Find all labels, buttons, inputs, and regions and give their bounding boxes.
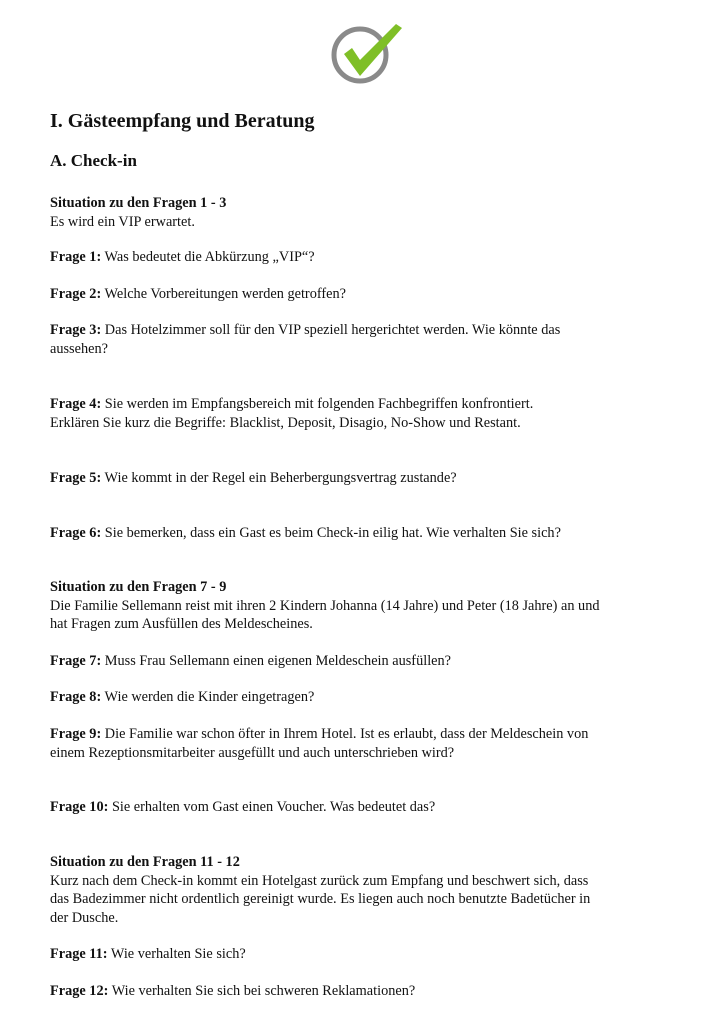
checkmark-logo-icon — [330, 18, 406, 84]
situation-text: Kurz nach dem Check-in kommt ein Hotelgast zurück zum Empfang und beschwert sich, dass — [50, 872, 589, 889]
question-text: Welche Vorbereitungen werden getroffen? — [104, 286, 346, 302]
question-item — [50, 285, 680, 304]
question-item — [50, 321, 680, 358]
question-item — [50, 524, 680, 543]
question-item — [50, 945, 680, 964]
situation-title: Situation zu den Fragen 1 - 3 — [50, 195, 227, 211]
situation-block — [50, 578, 680, 634]
question-text: Muss Frau Sellemann einen eigenen Meldeschein ausfüllen? — [104, 653, 452, 669]
question-label: Frage 7: — [50, 653, 102, 669]
situation-text: Es wird ein VIP erwartet. — [50, 213, 195, 230]
question-text: Wie verhalten Sie sich? — [110, 946, 246, 962]
section-title: A. Check-in — [50, 151, 137, 170]
question-label: Frage 5: — [50, 470, 102, 486]
situation-title: Situation zu den Fragen 7 - 9 — [50, 579, 227, 595]
situation-text: der Dusche. — [50, 909, 119, 926]
situation-text: Die Familie Sellemann reist mit ihren 2 Kindern Johanna (14 Jahre) und Peter (18 Jahre) an und — [50, 597, 600, 614]
situation-block — [50, 853, 680, 927]
question-label: Frage 12: — [50, 983, 109, 999]
situation-text: das Badezimmer nicht ordentlich gereinigt wurde. Es liegen auch noch benutzte Badetücher in — [50, 891, 591, 907]
question-item — [50, 248, 680, 267]
question-text: Sie bemerken, dass ein Gast es beim Check-in eilig hat. Wie verhalten Sie sich? — [104, 525, 561, 541]
question-text: Sie erhalten vom Gast einen Voucher. Was bedeutet das? — [111, 799, 436, 815]
question-label: Frage 9: — [50, 726, 102, 742]
question-label: Frage 1: — [50, 249, 102, 265]
question-label: Frage 10: — [50, 799, 109, 815]
question-text: Sie werden im Empfangsbereich mit folgenden Fachbegriffen konfrontiert. — [104, 396, 534, 412]
question-label: Frage 8: — [50, 689, 102, 705]
question-label: Frage 2: — [50, 286, 102, 302]
page-title: I. Gästeempfang und Beratung — [50, 110, 315, 132]
question-text: Wie verhalten Sie sich bei schweren Reklamationen? — [111, 983, 416, 999]
question-text: Erklären Sie kurz die Begriffe: Blacklist, Deposit, Disagio, No-Show und Restant. — [50, 414, 521, 431]
question-text: Was bedeutet die Abkürzung „VIP“? — [104, 249, 315, 265]
question-item — [50, 395, 680, 432]
question-text: einem Rezeptionsmitarbeiter ausgefüllt und auch unterschrieben wird? — [50, 744, 455, 761]
question-label: Frage 11: — [50, 946, 108, 962]
question-item — [50, 688, 680, 707]
question-item — [50, 652, 680, 671]
question-text: aussehen? — [50, 340, 108, 357]
question-label: Frage 6: — [50, 525, 102, 541]
situation-block — [50, 194, 680, 231]
question-text: Die Familie war schon öfter in Ihrem Hotel. Ist es erlaubt, dass der Meldeschein von — [104, 726, 589, 742]
question-text: Das Hotelzimmer soll für den VIP speziell hergerichtet werden. Wie könnte das — [104, 322, 561, 338]
question-item — [50, 725, 680, 762]
question-item — [50, 469, 680, 488]
question-item — [50, 982, 680, 1001]
situation-text: hat Fragen zum Ausfüllen des Meldescheines. — [50, 616, 313, 632]
question-text: Wie kommt in der Regel ein Beherbergungsvertrag zustande? — [104, 470, 457, 486]
situation-title: Situation zu den Fragen 11 - 12 — [50, 854, 240, 870]
question-label: Frage 3: — [50, 322, 102, 338]
question-text: Wie werden die Kinder eingetragen? — [104, 689, 315, 705]
question-label: Frage 4: — [50, 396, 102, 412]
question-item — [50, 798, 680, 817]
